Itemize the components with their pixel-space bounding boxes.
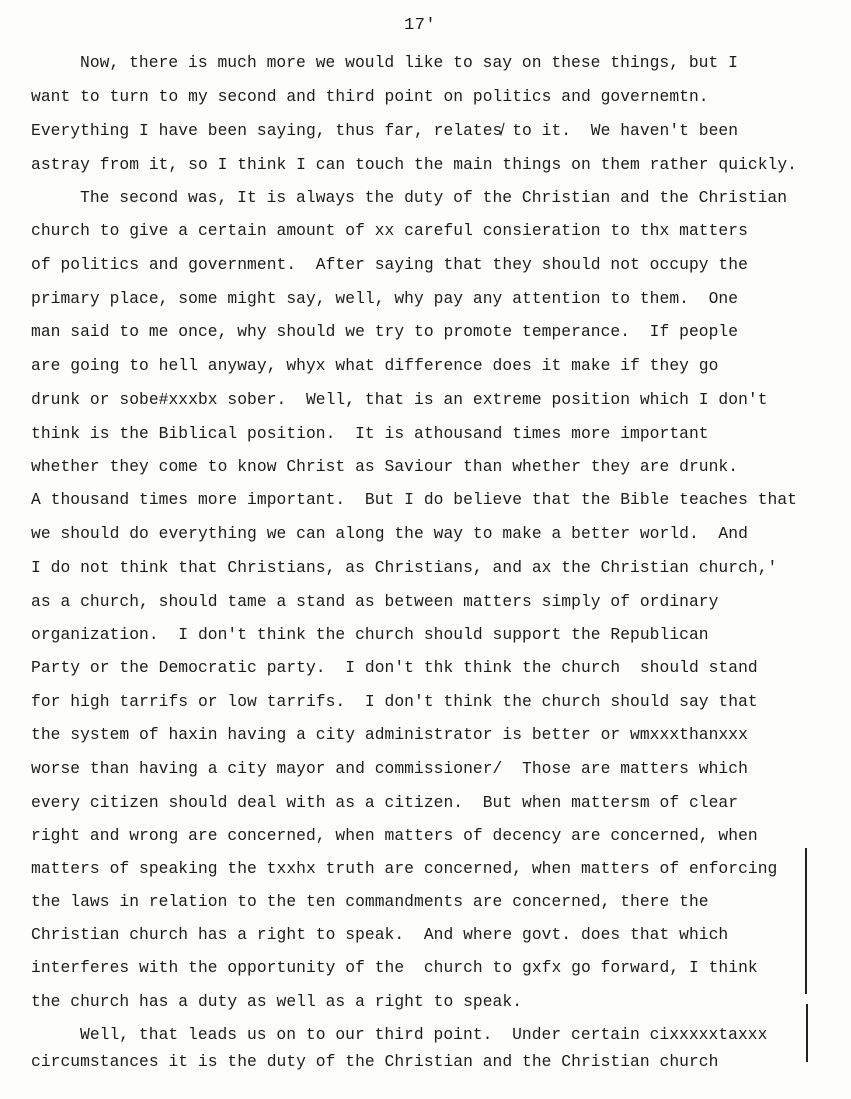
page-number: 17' — [404, 16, 437, 35]
text-line: the system of haxin having a city administrator is better or wmxxxthanxxx — [31, 725, 748, 744]
text-line: I do not think that Christians, as Christians, and ax the Christian church,' — [31, 558, 778, 577]
text-line: interferes with the opportunity of the church to gxfx go forward, I think — [31, 958, 758, 977]
text-line: matters of speaking the txxhx truth are concerned, when matters of enforcing — [31, 859, 778, 878]
text-line: we should do everything we can along the way to make a better world. And — [31, 524, 748, 543]
text-line: think is the Biblical position. It is athousand times more important — [31, 424, 709, 443]
text-line: drunk or sobe#xxxbx sober. Well, that is an extreme position which I don't — [31, 390, 768, 409]
margin-line-mark — [805, 848, 807, 994]
text-line: circumstances it is the duty of the Christian and the Christian church — [31, 1052, 719, 1071]
text-line: as a church, should tame a stand as between matters simply of ordinary — [31, 592, 719, 611]
text-line: Now, there is much more we would like to say on these things, but I — [80, 53, 738, 72]
text-line: A thousand times more important. But I do believe that the Bible teaches that — [31, 490, 797, 509]
text-line: every citizen should deal with as a citizen. But when mattersm of clear — [31, 793, 739, 812]
text-line: Everything I have been saying, thus far, relates̸ to it. We haven't been — [31, 121, 739, 140]
text-line: the church has a duty as well as a right to speak. — [31, 992, 523, 1011]
text-line: right and wrong are concerned, when matters of decency are concerned, when — [31, 826, 758, 845]
text-line: for high tarrifs or low tarrifs. I don't think the church should say that — [31, 692, 758, 711]
text-line: whether they come to know Christ as Saviour than whether they are drunk. — [31, 457, 739, 476]
text-line: are going to hell anyway, whyx what difference does it make if they go — [31, 356, 719, 375]
text-line: man said to me once, why should we try to promote temperance. If people — [31, 322, 739, 341]
text-line: Well, that leads us on to our third point. Under certain cixxxxxtaxxx — [80, 1025, 768, 1044]
text-line: of politics and government. After saying that they should not occupy the — [31, 255, 748, 274]
text-line: primary place, some might say, well, why pay any attention to them. One — [31, 289, 739, 308]
text-line: worse than having a city mayor and commissioner/ Those are matters which — [31, 759, 748, 778]
margin-line-mark — [806, 1004, 808, 1062]
text-line: church to give a certain amount of xx careful consieration to thx matters — [31, 221, 748, 240]
text-line: astray from it, so I think I can touch the main things on them rather quickly. — [31, 155, 797, 174]
text-line: organization. I don't think the church should support the Republican — [31, 625, 709, 644]
text-line: Party or the Democratic party. I don't thk think the church should stand — [31, 658, 758, 677]
text-line: Christian church has a right to speak. And where govt. does that which — [31, 925, 729, 944]
text-line: The second was, It is always the duty of the Christian and the Christian — [80, 188, 788, 207]
text-line: want to turn to my second and third point on politics and governemtn. — [31, 87, 709, 106]
text-line: the laws in relation to the ten commandments are concerned, there the — [31, 892, 709, 911]
